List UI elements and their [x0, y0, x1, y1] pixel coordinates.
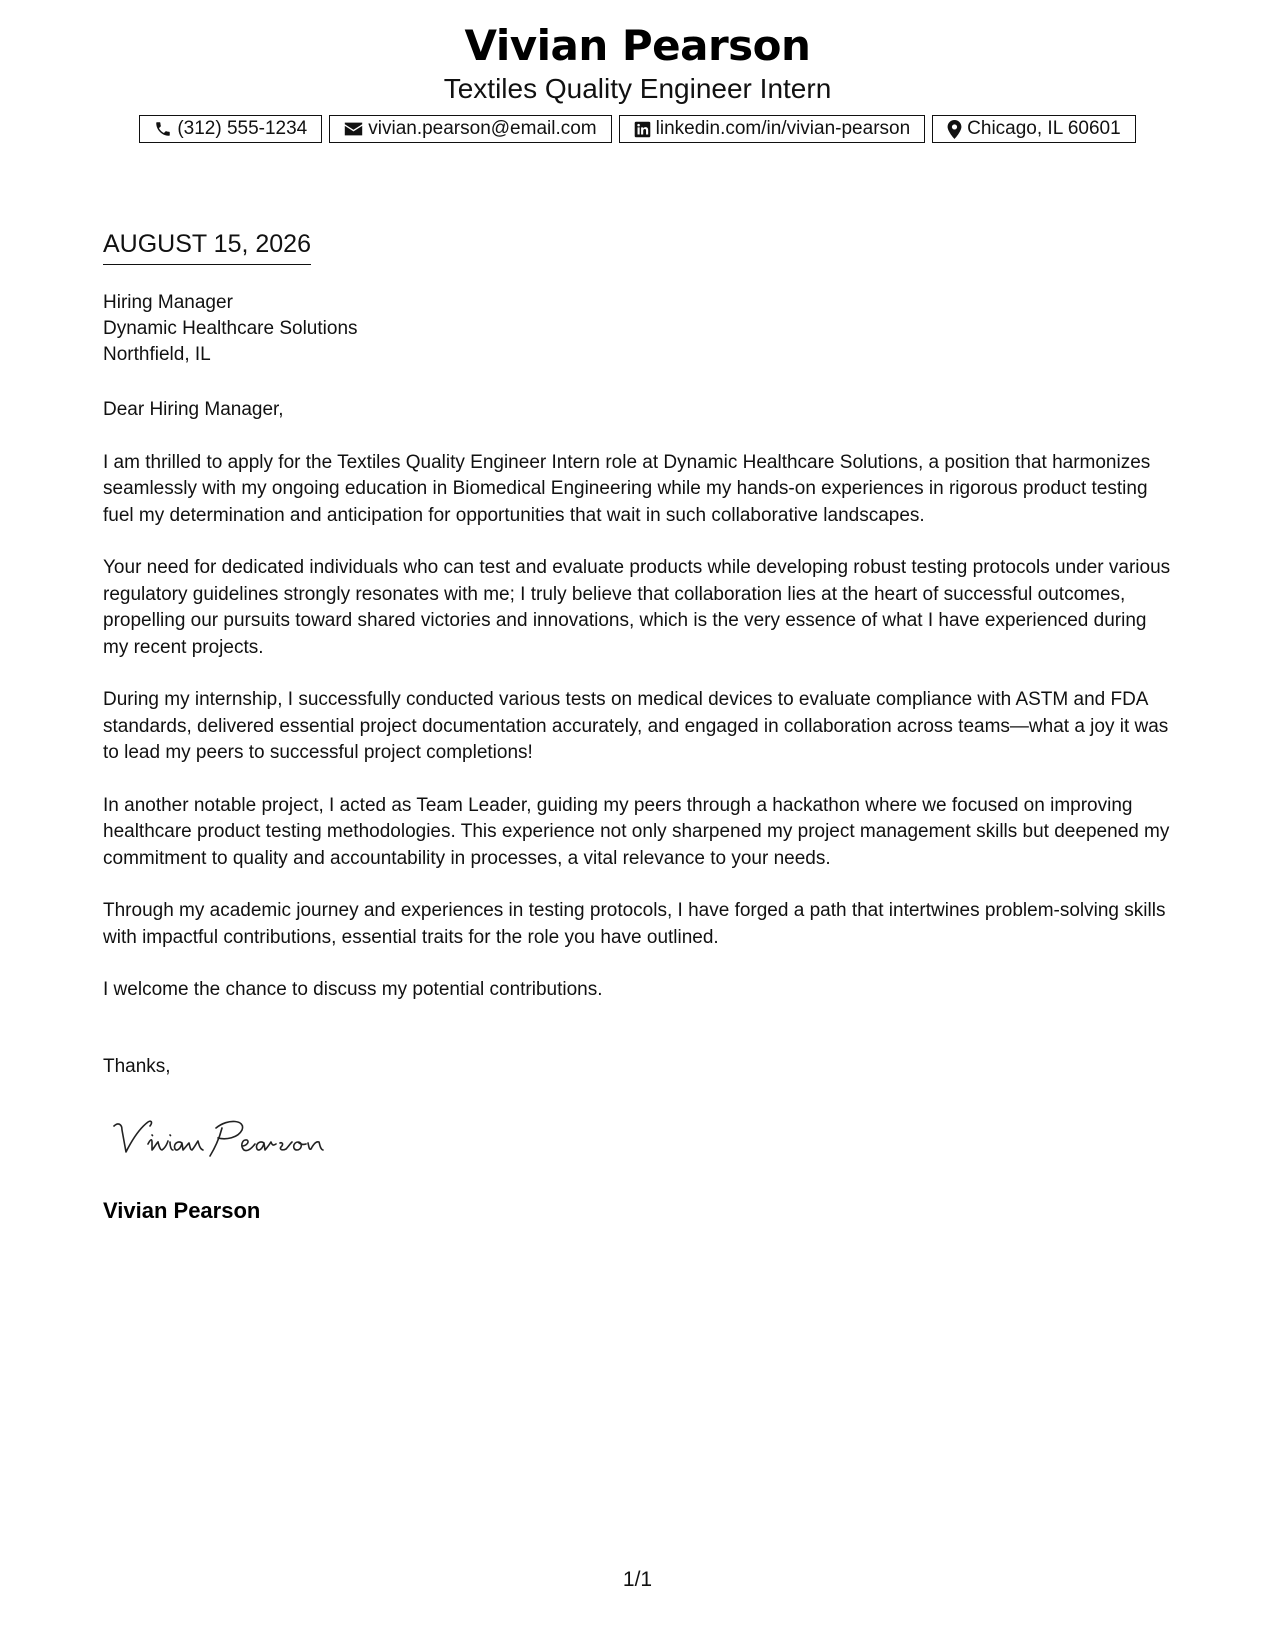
- email-text: vivian.pearson@email.com: [368, 118, 597, 139]
- letter-body: [103, 397, 1173, 1030]
- body-paragraph: During my internship, I successfully conducted various tests on medical devices to evaluate compliance with ASTM and FDA standards, delivered essential project documentation accurately, and engaged in collaboration across teams—what a joy it was to lead my peers to successful project completions!: [103, 689, 1169, 763]
- linkedin-icon: [634, 121, 651, 138]
- body-paragraph: I am thrilled to apply for the Textiles Quality Engineer Intern role at Dynamic Healthcare Solutions, a position that harmonizes seamlessly with my ongoing education in Biomedical Engineering while my hands-on experiences in rigorous product testing fuel my determination and anticipation for opportunities that wait in such collaborative landscapes.: [103, 451, 1151, 526]
- signer-name: Vivian Pearson: [103, 1198, 261, 1223]
- location-chip: [932, 115, 1136, 143]
- contact-bar: [0, 115, 1275, 143]
- linkedin-text: linkedin.com/in/vivian-pearson: [655, 118, 911, 139]
- applicant-name: Vivian Pearson: [464, 21, 811, 70]
- body-paragraph: I welcome the chance to discuss my potential contributions.: [103, 979, 603, 1000]
- recipient-block: [103, 290, 358, 368]
- letter-header: [0, 20, 1275, 143]
- letter-date: AUGUST 15, 2026: [103, 229, 311, 265]
- phone-icon: [154, 120, 172, 138]
- linkedin-chip[interactable]: [619, 115, 926, 143]
- page-number: 1/1: [622, 1568, 653, 1591]
- job-title: Textiles Quality Engineer Intern: [443, 73, 832, 104]
- location-pin-icon: [947, 120, 962, 139]
- body-paragraph: Your need for dedicated individuals who can test and evaluate products while developing robust testing protocols under various regulatory guidelines strongly resonates with me; I truly believe that collaboration lies at the heart of successful outcomes, propelling our pursuits toward shared victories and innovations, which is the very essence of what I have experienced during my recent projects.: [103, 557, 1171, 658]
- body-paragraph: In another notable project, I acted as Team Leader, guiding my peers through a hackathon where we focused on improving healthcare product testing methodologies. This experience not only sharpened my project management skills but deepened my commitment to quality and accountability in processes, a vital relevance to your needs.: [103, 794, 1170, 869]
- email-chip[interactable]: [329, 115, 611, 143]
- phone-chip[interactable]: [139, 115, 322, 143]
- envelope-icon: [344, 121, 363, 137]
- recipient-location: Northfield, IL: [103, 344, 211, 365]
- closing: Thanks,: [103, 1056, 171, 1077]
- location-text: Chicago, IL 60601: [967, 118, 1121, 139]
- recipient-title: Hiring Manager: [103, 292, 233, 313]
- recipient-company: Dynamic Healthcare Solutions: [103, 318, 358, 339]
- phone-text: (312) 555-1234: [177, 118, 308, 139]
- handwritten-signature: [110, 1108, 350, 1173]
- body-paragraph: Through my academic journey and experiences in testing protocols, I have forged a path that intertwines problem-solving skills with impactful contributions, essential traits for the role you have outlined.: [103, 900, 1166, 948]
- salutation: Dear Hiring Manager,: [103, 399, 284, 420]
